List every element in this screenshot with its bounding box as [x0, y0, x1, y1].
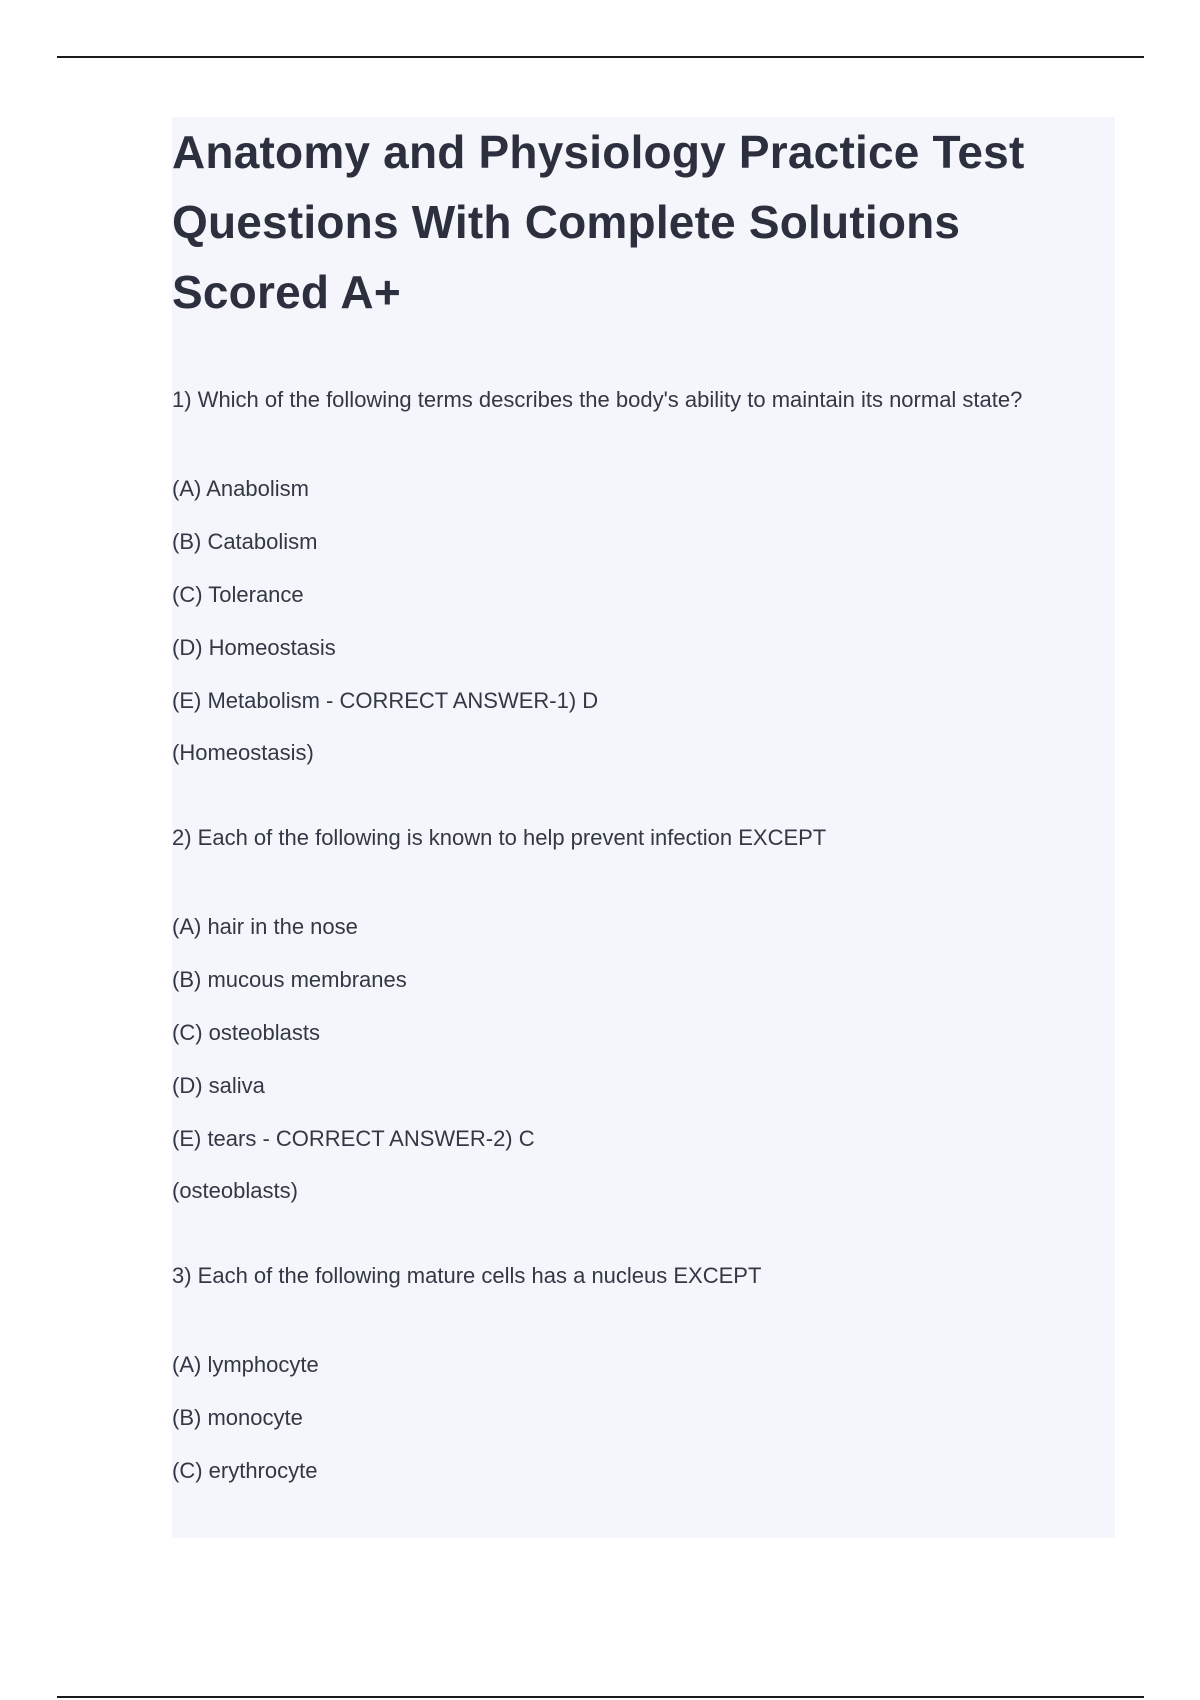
answer-option: (B) mucous membranes: [172, 967, 407, 992]
answer-option: (A) lymphocyte: [172, 1352, 319, 1377]
document-title: [172, 117, 1115, 327]
answer-option: (D) Homeostasis: [172, 635, 336, 660]
document-body: [172, 117, 1115, 1538]
answer-option: (A) Anabolism: [172, 476, 309, 501]
answer-option-with-correct-answer: (E) tears - CORRECT ANSWER-2) C: [172, 1126, 535, 1151]
answer-option-with-correct-answer: (E) Metabolism - CORRECT ANSWER-1) D: [172, 688, 599, 713]
answer-option: (B) Catabolism: [172, 529, 318, 554]
top-rule: [57, 56, 1144, 58]
title-line: Anatomy and Physiology Practice Test: [172, 126, 1025, 178]
title-line: Scored A+: [172, 266, 401, 318]
correct-answer-continuation: (Homeostasis): [172, 740, 314, 765]
answer-option: (C) osteoblasts: [172, 1020, 320, 1045]
question-prompt: 1) Which of the following terms describes the body's ability to maintain its normal state?: [172, 387, 1023, 412]
answer-option: (C) erythrocyte: [172, 1458, 318, 1483]
answer-option: (C) Tolerance: [172, 582, 304, 607]
answer-options: [172, 1351, 1115, 1485]
answer-options: [172, 913, 1115, 1205]
title-line: Questions With Complete Solutions: [172, 196, 961, 248]
correct-answer-continuation: (osteoblasts): [172, 1178, 298, 1203]
answer-options: [172, 475, 1115, 767]
bottom-rule: [57, 1696, 1144, 1698]
question-prompt: 3) Each of the following mature cells has a nucleus EXCEPT: [172, 1263, 762, 1288]
question-prompt: 2) Each of the following is known to help prevent infection EXCEPT: [172, 825, 827, 850]
answer-option: (B) monocyte: [172, 1405, 303, 1430]
answer-option: (A) hair in the nose: [172, 914, 358, 939]
answer-option: (D) saliva: [172, 1073, 265, 1098]
